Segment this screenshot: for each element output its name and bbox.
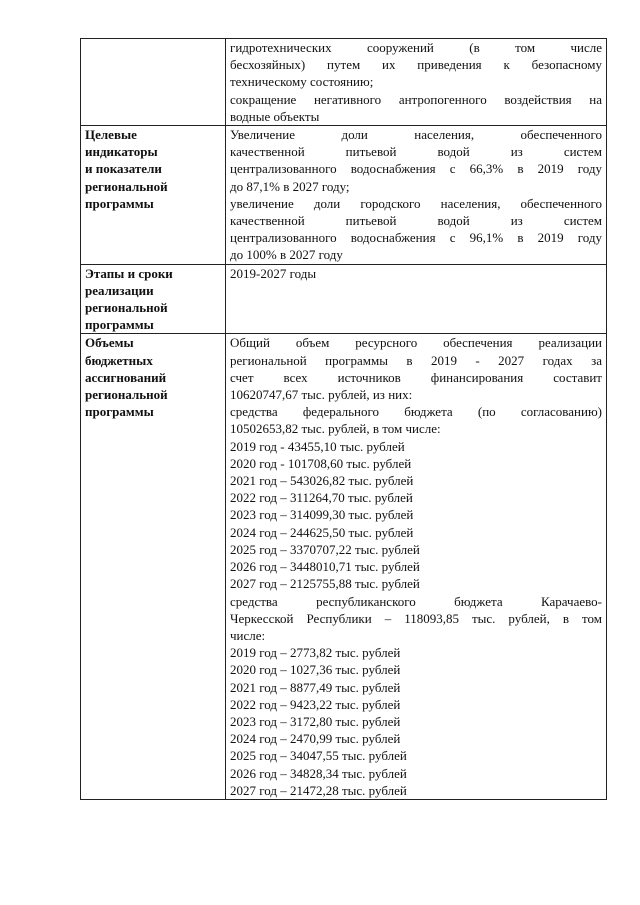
value-text-line: 2024 год – 244625,50 тыс. рублей: [230, 524, 414, 540]
row-label-line: бюджетных: [85, 352, 153, 368]
row-value-cell: [226, 39, 607, 126]
value-text-line: гидротехнических сооружений (в том числе: [230, 40, 602, 55]
value-text-line: до 87,1% в 2027 году;: [230, 178, 350, 194]
value-text-line: централизованного водоснабжения с 66,3% в 2019 году: [230, 161, 602, 177]
value-text-line: Увеличение доли населения, обеспеченного: [230, 127, 602, 143]
row-value-cell: [226, 126, 607, 265]
value-text-line: 2020 год – 1027,36 тыс. рублей: [230, 662, 401, 678]
value-text-line: 2027 год – 21472,28 тыс. рублей: [230, 782, 407, 798]
value-text-line: 2023 год – 3172,80 тыс. рублей: [230, 713, 401, 729]
value-text-line: водные объекты: [230, 108, 320, 124]
value-text-line: 2019 год – 2773,82 тыс. рублей: [230, 645, 401, 661]
value-text-line: 2026 год – 34828,34 тыс. рублей: [230, 765, 407, 781]
value-text-line: 2020 год - 101708,60 тыс. рублей: [230, 455, 412, 471]
row-label-line: и показатели: [85, 161, 162, 177]
value-text-line: 10620747,67 тыс. рублей, из них:: [230, 387, 413, 403]
row-label-line: региональной: [85, 178, 168, 194]
row-label-cell: [81, 334, 226, 799]
value-text-line: средства федерального бюджета (по согласованию): [230, 404, 602, 420]
row-label-cell: [81, 39, 226, 126]
value-text-line: до 100% в 2027 году: [230, 247, 343, 263]
value-text-line: 2026 год – 3448010,71 тыс. рублей: [230, 559, 420, 575]
row-label-line: программы: [85, 317, 154, 333]
value-text-line: 2025 год – 34047,55 тыс. рублей: [230, 748, 407, 764]
table-row: [81, 126, 607, 265]
value-text-line: увеличение доли городского населения, обеспеченного: [230, 195, 602, 211]
value-text-line: 10502653,82 тыс. рублей, в том числе:: [230, 421, 441, 437]
value-text-line: 2021 год – 543026,82 тыс. рублей: [230, 473, 414, 489]
table-body: [81, 39, 607, 800]
row-label-line: индикаторы: [85, 144, 158, 160]
row-label-line: региональной: [85, 387, 168, 403]
value-text-line: счет всех источников финансирования составит: [230, 369, 602, 385]
value-text-line: 2023 год – 314099,30 тыс. рублей: [230, 507, 414, 523]
value-text-line: сокращение негативного антропогенного воздействия на: [230, 91, 602, 107]
program-passport-table: [80, 38, 607, 800]
value-text-line: бесхозяйных) путем их приведения к безопасному: [230, 57, 602, 73]
row-label-line: Этапы и сроки: [85, 265, 173, 281]
row-label-line: программы: [85, 404, 154, 420]
value-text-line: 2022 год – 311264,70 тыс. рублей: [230, 490, 413, 506]
value-text-line: 2025 год – 3370707,22 тыс. рублей: [230, 541, 420, 557]
value-text-line: 2021 год – 8877,49 тыс. рублей: [230, 679, 401, 695]
row-label-line: программы: [85, 195, 154, 211]
value-text-line: 2024 год – 2470,99 тыс. рублей: [230, 731, 401, 747]
table-row: [81, 264, 607, 334]
value-text-line: техническому состоянию;: [230, 74, 374, 90]
value-text-line: 2019-2027 годы: [230, 265, 317, 281]
row-label-line: ассигнований: [85, 369, 167, 385]
value-text-line: региональной программы в 2019 - 2027 годах за: [230, 352, 602, 368]
value-text-line: 2027 год – 2125755,88 тыс. рублей: [230, 576, 420, 592]
value-text-line: качественной питьевой водой из систем: [230, 213, 602, 229]
table-row: [81, 39, 607, 126]
row-label-line: региональной: [85, 300, 168, 316]
row-value-cell: [226, 264, 607, 334]
row-value-cell: [226, 334, 607, 799]
value-text-line: качественной питьевой водой из систем: [230, 144, 602, 160]
value-text-line: Черкесской Республики – 118093,85 тыс. рублей, в том: [230, 610, 602, 626]
row-label-cell: [81, 126, 226, 265]
table-row: [81, 334, 607, 799]
value-text-line: 2019 год - 43455,10 тыс. рублей: [230, 438, 405, 454]
value-text-line: 2022 год – 9423,22 тыс. рублей: [230, 696, 401, 712]
row-label-line: Целевые: [85, 127, 137, 143]
row-label-cell: [81, 264, 226, 334]
value-text-line: средства республиканского бюджета Карачаево-: [230, 593, 602, 609]
value-text-line: Общий объем ресурсного обеспечения реализации: [230, 335, 602, 351]
value-text-line: централизованного водоснабжения с 96,1% в 2019 году: [230, 230, 602, 246]
row-label-line: реализации: [85, 282, 154, 298]
row-label-line: Объемы: [85, 335, 134, 351]
value-text-line: числе:: [230, 627, 266, 643]
